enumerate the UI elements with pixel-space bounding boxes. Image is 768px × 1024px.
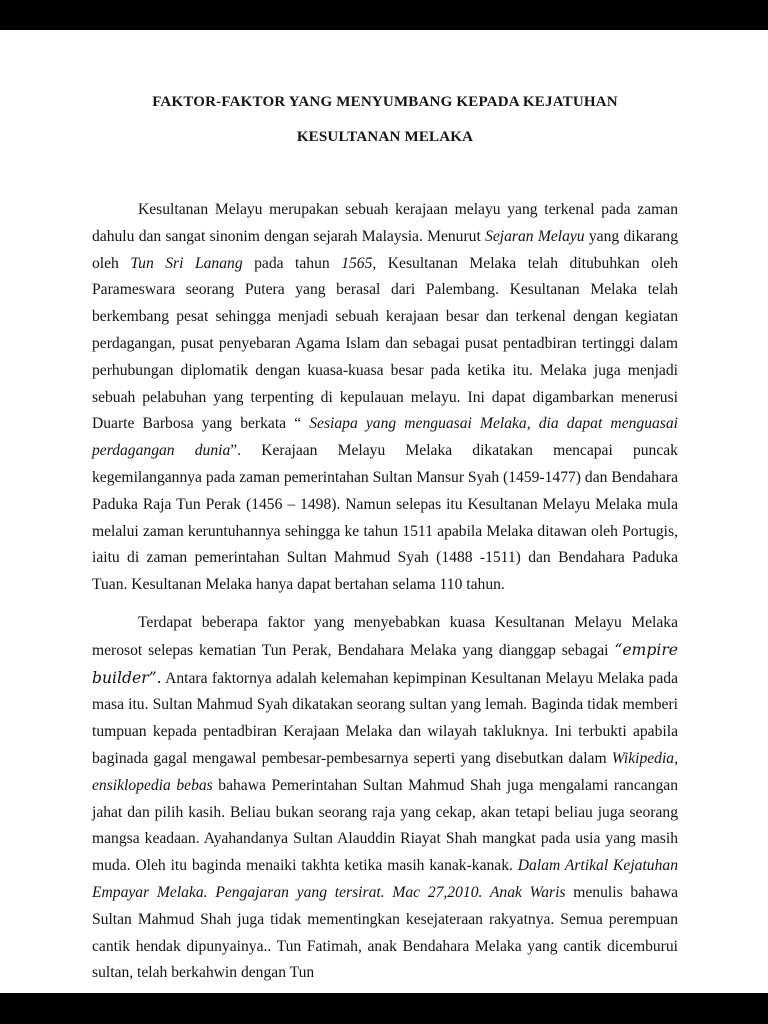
document-page [0,30,768,993]
document-title [92,94,678,145]
paragraph-1: Kesultanan Melayu merupakan sebuah kerajaan melayu yang terkenal pada zaman dahulu dan sangat sinonim dengan sejarah Malaysia. Menurut Sejaran Melayu yang dikarang oleh Tun Sri Lanang pada tahun 1565, Kesultanan Melaka telah ditubuhkan oleh Parameswara seorang Putera yang berasal dari Palembang. Kesultanan Melaka telah berkembang pesat sehingga menjadi sebuah kerajaan besar dan terkenal dengan kegiatan perdagangan, pusat penyebaran Agama Islam dan sebagai pusat pentadbiran tertinggi dalam perhubungan diplomatik dengan kuasa-kuasa besar pada ketika itu. Melaka juga menjadi sebuah pelabuhan yang terpenting di kepulauan melayu. Ini dapat digambarkan menerusi Duarte Barbosa yang berkata “ Sesiapa yang menguasai Melaka, dia dapat menguasai perdagangan dunia”. Kerajaan Melayu Melaka dikatakan mencapai puncak kegemilangannya pada zaman pemerintahan Sultan Mansur Syah (1459-1477) dan Bendahara Paduka Raja Tun Perak (1456 – 1498). Namun selepas itu Kesultanan Melayu Melaka mula melalui zaman keruntuhannya sehingga ke tahun 1511 apabila Melaka ditawan oleh Portugis, iaitu di zaman pemerintahan Sultan Mahmud Syah (1488 -1511) dan Bendahara Paduka Tuan. Kesultanan Melaka hanya dapat bertahan selama 110 tahun. [92,201,679,594]
document-body [92,197,678,987]
title-line-1: FAKTOR-FAKTOR YANG MENYUMBANG KEPADA KEJATUHAN [152,94,618,110]
paragraph-2: Terdapat beberapa faktor yang menyebabkan kuasa Kesultanan Melayu Melaka merosot selepas kematian Tun Perak, Bendahara Melaka yang dianggap sebagai “empire builder”. Antara faktornya adalah kelemahan kepimpinan Kesultanan Melayu Melaka pada masa itu. Sultan Mahmud Syah dikatakan seorang sultan yang lemah. Baginda tidak memberi tumpuan kepada pentadbiran Kerajaan Melaka dan wilayah takluknya. Ini terbukti apabila baginada gagal mengawal pembesar-pembesarnya seperti yang disebutkan dalam Wikipedia, ensiklopedia bebas bahawa Pemerintahan Sultan Mahmud Shah juga mengalami rancangan jahat dan pilih kasih. Beliau bukan seorang raja yang cekap, akan tetapi beliau juga seorang mangsa keadaan. Ayahandanya Sultan Alauddin Riayat Shah mangkat pada usia yang masih muda. Oleh itu baginda menaiki takhta ketika masih kanak-kanak. Dalam Artikal Kejatuhan Empayar Melaka. Pengajaran yang tersirat. Mac 27,2010. Anak Waris menulis bahawa Sultan Mahmud Shah juga tidak mementingkan kesejateraan rakyatnya. Semua perempuan cantik hendak dipunyainya.. Tun Fatimah, anak Bendahara Melaka yang cantik dicemburui sultan, telah berkahwin dengan Tun [92,613,679,982]
title-line-2: KESULTANAN MELAKA [296,129,474,145]
bottom-letterbox [0,993,768,1024]
top-letterbox [0,0,768,30]
